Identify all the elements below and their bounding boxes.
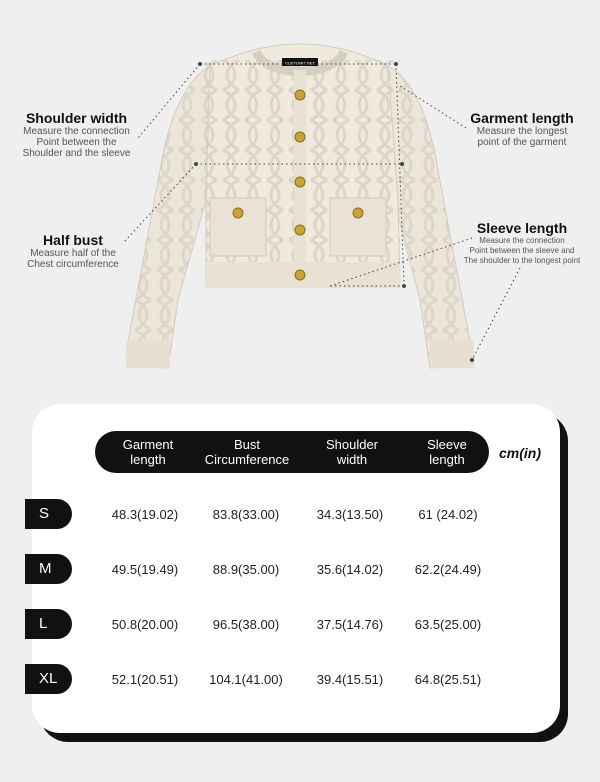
size-tab-xl: XL	[25, 664, 72, 694]
right-pocket	[330, 198, 386, 256]
sleeve-length-desc-3: The shoulder to the longest point	[463, 256, 581, 265]
garment-length-annotation	[462, 110, 582, 148]
cell-l-shoulder: 37.5(14.76)	[316, 617, 384, 632]
shoulder-width-desc-1: Measure the connection	[23, 126, 130, 137]
unit-label: cm(in)	[499, 445, 541, 461]
cell-l-garment-length: 50.8(20.00)	[111, 617, 179, 632]
header-sleeve-length: Sleeve length	[427, 437, 467, 467]
cell-m-shoulder: 35.6(14.02)	[316, 562, 384, 577]
right-cuff	[430, 340, 474, 368]
size-tab-s: S	[25, 499, 72, 529]
left-pocket	[210, 198, 266, 256]
cell-xl-shoulder: 39.4(15.51)	[316, 672, 384, 687]
cell-m-bust: 88.9(35.00)	[212, 562, 280, 577]
half-bust-desc-2: Chest circumference	[27, 259, 119, 270]
header-shoulder-width: Shoulder width	[325, 437, 379, 467]
cell-s-garment-length: 48.3(19.02)	[111, 507, 179, 522]
shoulder-width-title: Shoulder width	[25, 110, 128, 126]
cell-l-bust: 96.5(38.00)	[212, 617, 280, 632]
sleeve-length-annotation	[462, 220, 582, 266]
half-bust-title: Half bust	[43, 232, 103, 248]
cell-s-bust: 83.8(33.00)	[212, 507, 280, 522]
size-tab-m: M	[25, 554, 72, 584]
sleeve-length-title: Sleeve length	[476, 220, 568, 236]
half-bust-desc-1: Measure half of the	[30, 248, 116, 259]
sleeve-length-desc-2: Point between the sleeve and	[469, 246, 575, 255]
shoulder-width-desc-3: Shoulder and the sleeve	[22, 148, 131, 159]
cell-m-sleeve: 62.2(24.49)	[414, 562, 482, 577]
cell-s-sleeve: 61 (24.02)	[418, 507, 478, 522]
garment-length-desc-2: point of the garment	[477, 137, 567, 148]
cell-l-sleeve: 63.5(25.00)	[414, 617, 482, 632]
garment-length-desc-1: Measure the longest	[476, 126, 568, 137]
shoulder-width-annotation	[14, 110, 139, 159]
cell-m-garment-length: 49.5(19.49)	[111, 562, 179, 577]
half-bust-annotation	[18, 232, 128, 270]
cell-xl-sleeve: 64.8(25.51)	[414, 672, 482, 687]
size-tab-l: L	[25, 609, 72, 639]
header-garment-length: Garment length	[122, 437, 174, 467]
cell-xl-bust: 104.1(41.00)	[209, 672, 283, 687]
left-cuff	[126, 340, 170, 368]
sleeve-length-desc-1: Measure the connection	[479, 236, 565, 245]
cell-xl-garment-length: 52.1(20.51)	[111, 672, 179, 687]
header-bust-circumference: Bust Circumference	[204, 437, 290, 467]
brand-label-text: CUSTOMIZ NEZ	[285, 60, 315, 66]
cell-s-shoulder: 34.3(13.50)	[316, 507, 384, 522]
shoulder-width-desc-2: Point between the	[36, 137, 117, 148]
garment-length-title: Garment length	[470, 110, 574, 126]
